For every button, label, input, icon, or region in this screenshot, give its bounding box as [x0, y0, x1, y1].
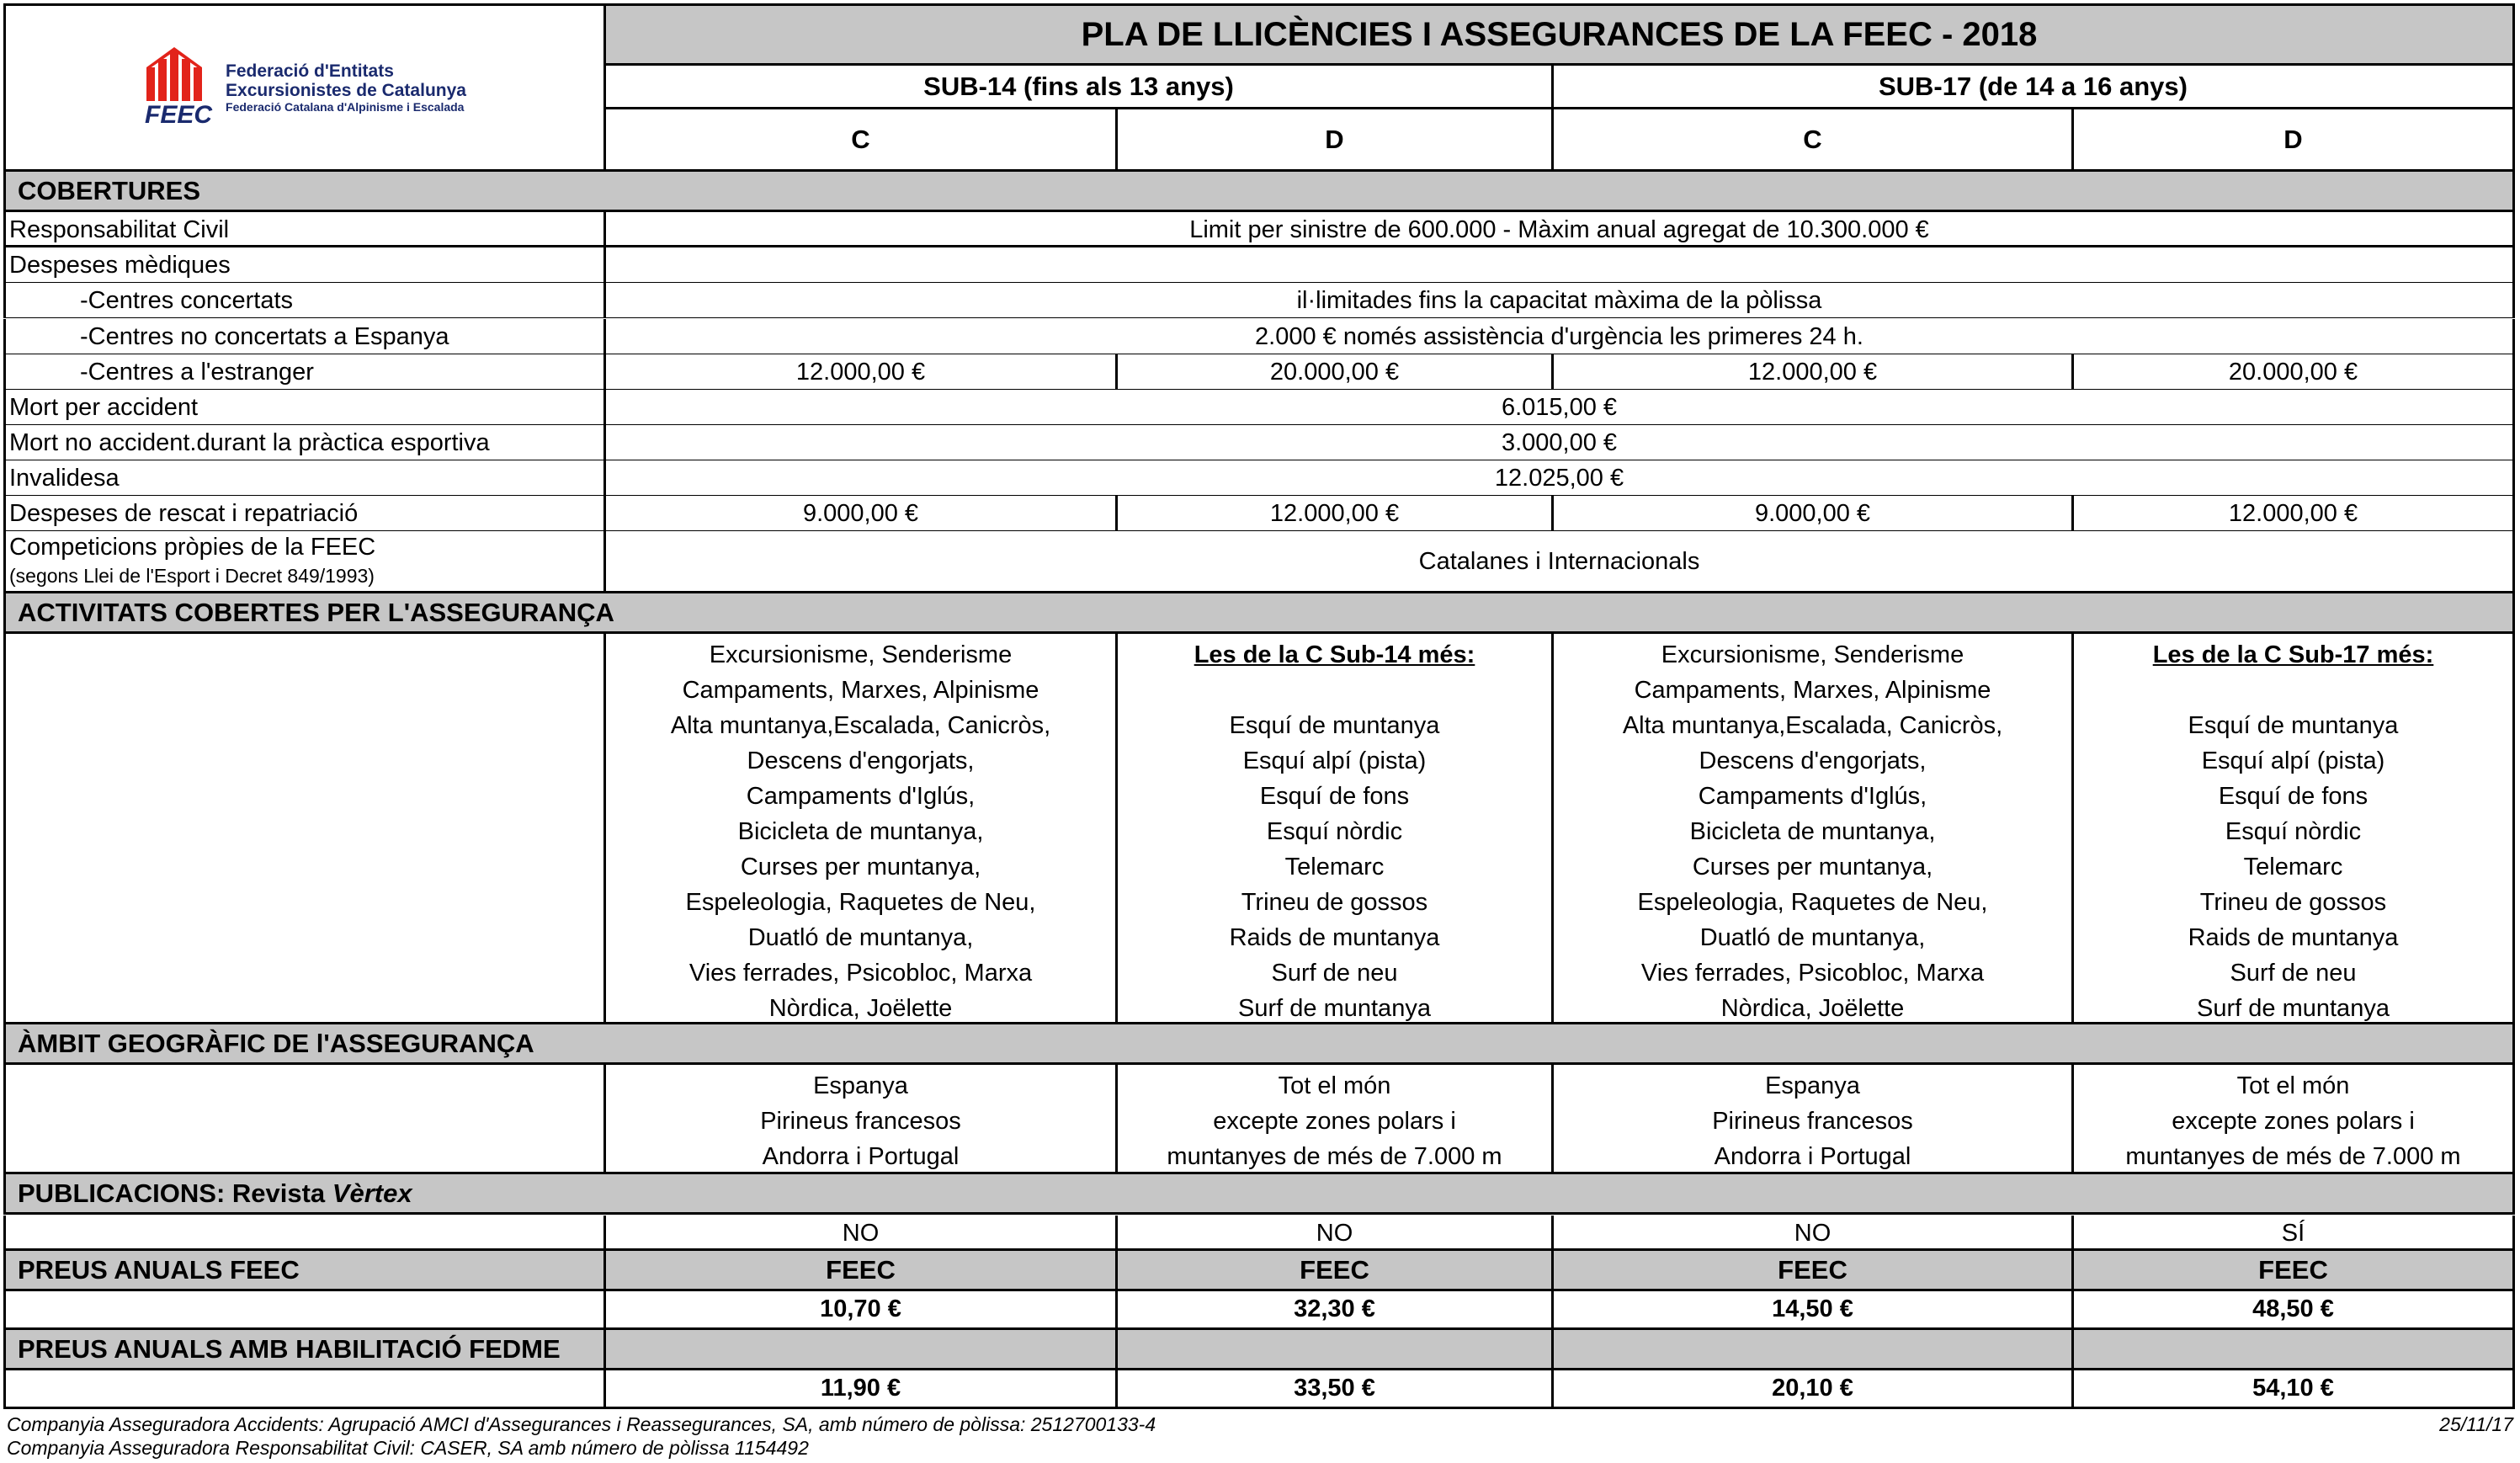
- activitat-line: Campaments d'Iglús,: [746, 783, 976, 811]
- footer-rc-note: Companyia Asseguradora Responsabilitat Civil: CASER, SA amb número de pòlissa 1154492: [7, 1437, 809, 1459]
- publicacions-label: PUBLICACIONS: Revista: [18, 1178, 332, 1209]
- section-activitats: ACTIVITATS COBERTES PER L'ASSEGURANÇA: [3, 593, 2515, 634]
- preus-col-feec: FEEC: [1118, 1251, 1554, 1291]
- row-label-mort-accident: Mort per accident: [3, 390, 606, 425]
- feec-mark: FEEC: [145, 101, 213, 130]
- ambit-label-empty: [3, 1065, 606, 1174]
- row-label-invalidesa: Invalidesa: [3, 460, 606, 496]
- insurance-table: [3, 3, 2515, 1409]
- activitats-sub17-c: [1554, 634, 2074, 1024]
- activitat-line: Esquí nòrdic: [1266, 818, 1403, 846]
- value-mort-no-accident: 3.000,00 €: [606, 425, 2515, 460]
- page-title: PLA DE LLICÈNCIES I ASSEGURANCES DE LA FEEC - 2018: [606, 3, 2515, 66]
- activitat-line: Espeleologia, Raquetes de Neu,: [1637, 889, 1988, 917]
- col-header-sub14-d: D: [1118, 109, 1554, 172]
- preus-col-feec: FEEC: [606, 1251, 1118, 1291]
- row-label-centres-estranger: -Centres a l'estranger: [3, 354, 606, 390]
- preus-fedme-header-empty: [1554, 1330, 2074, 1370]
- activitat-line: Esquí de fons: [1259, 783, 1410, 811]
- activitat-line: Telemarc: [2243, 854, 2343, 881]
- logo-line2: Excursionistes de Catalunya: [226, 80, 466, 100]
- value-centres-concertats: il·limitades fins la capacitat màxima de la pòlissa: [606, 283, 2515, 318]
- activitat-line: Campaments, Marxes, Alpinisme: [682, 677, 1039, 705]
- row-label-responsabilitat: Responsabilitat Civil: [3, 212, 606, 247]
- activitat-line: Raids de muntanya: [2188, 924, 2399, 952]
- activitat-line: Surf de muntanya: [1238, 995, 1431, 1023]
- preu-feec-sub17-c: 14,50 €: [1554, 1291, 2074, 1330]
- preus-fedme-header-empty: [2074, 1330, 2515, 1370]
- activitat-line: Duatló de muntanya,: [747, 924, 974, 952]
- activitat-line: Descens d'engorjats,: [747, 747, 975, 775]
- activitat-line: Bicicleta de muntanya,: [737, 818, 984, 846]
- ambit-line: muntanyes de més de 7.000 m: [2125, 1143, 2461, 1171]
- feec-logo-cell: [3, 3, 606, 172]
- publicacions-label-empty: [3, 1216, 606, 1251]
- value-centres-no-concertats: 2.000 € només assistència d'urgència les primeres 24 h.: [606, 319, 2515, 354]
- col-header-sub14-c: C: [606, 109, 1118, 172]
- preu-feec-sub14-c: 10,70 €: [606, 1291, 1118, 1330]
- activitat-line: Campaments, Marxes, Alpinisme: [1634, 677, 1991, 705]
- section-preus-feec: PREUS ANUALS FEEC: [3, 1251, 606, 1291]
- section-cobertures: COBERTURES: [3, 172, 2515, 212]
- col-header-sub17-d: D: [2074, 109, 2515, 172]
- competicions-label: Competicions pròpies de la FEEC: [9, 534, 376, 561]
- activitat-line: Esquí alpí (pista): [1242, 747, 1427, 775]
- activitat-line: Surf de neu: [1271, 960, 1398, 987]
- activitat-line: Curses per muntanya,: [1692, 854, 1933, 881]
- ambit-line: Tot el món: [1278, 1072, 1391, 1100]
- ambit-line: Andorra i Portugal: [762, 1143, 960, 1171]
- activitat-line: Vies ferrades, Psicobloc, Marxa: [1640, 960, 1985, 987]
- row-label-centres-concertats: -Centres concertats: [3, 283, 606, 318]
- logo-line3: Federació Catalana d'Alpinisme i Escalada: [226, 99, 465, 114]
- activitat-line: Campaments d'Iglús,: [1698, 783, 1927, 811]
- preus-fedme-header-empty: [606, 1330, 1118, 1370]
- publicacions-sub17-d: SÍ: [2074, 1216, 2515, 1251]
- value-estranger-sub14-d: 20.000,00 €: [1118, 354, 1554, 390]
- ambit-sub17-c: [1554, 1065, 2074, 1174]
- preus-col-feec: FEEC: [2074, 1251, 2515, 1291]
- activitat-line: Esquí de muntanya: [2188, 712, 2399, 740]
- section-ambit: ÀMBIT GEOGRÀFIC DE l'ASSEGURANÇA: [3, 1024, 2515, 1065]
- activitats-d-header: Les de la C Sub-14 més:: [1194, 641, 1475, 669]
- ambit-line: Espanya: [813, 1072, 908, 1100]
- activitat-line: Bicicleta de muntanya,: [1689, 818, 1936, 846]
- preus-fedme-header-empty: [1118, 1330, 1554, 1370]
- preus-fedme-label-empty: [3, 1370, 606, 1409]
- preu-fedme-sub14-c: 11,90 €: [606, 1370, 1118, 1409]
- preu-fedme-sub17-c: 20,10 €: [1554, 1370, 2074, 1409]
- preu-fedme-sub14-d: 33,50 €: [1118, 1370, 1554, 1409]
- value-estranger-sub14-c: 12.000,00 €: [606, 354, 1118, 390]
- activitat-line: Espeleologia, Raquetes de Neu,: [685, 889, 1036, 917]
- competicions-sublabel: (segons Llei de l'Esport i Decret 849/1993): [9, 565, 375, 588]
- publicacions-sub14-c: NO: [606, 1216, 1118, 1251]
- activitats-sub14-c: [606, 634, 1118, 1024]
- activitat-line: Esquí alpí (pista): [2201, 747, 2385, 775]
- value-mort-accident: 6.015,00 €: [606, 390, 2515, 425]
- row-label-rescat: Despeses de rescat i repatriació: [3, 496, 606, 531]
- row-label-competicions: [3, 531, 606, 593]
- ambit-line: Andorra i Portugal: [1714, 1143, 1911, 1171]
- activitat-line: Surf de muntanya: [2197, 995, 2390, 1023]
- value-estranger-sub17-d: 20.000,00 €: [2074, 354, 2515, 390]
- activitat-line: Duatló de muntanya,: [1699, 924, 1926, 952]
- activitat-line: Vies ferrades, Psicobloc, Marxa: [688, 960, 1033, 987]
- section-publicacions: [3, 1174, 2515, 1215]
- activitat-line: Trineu de gossos: [2199, 889, 2387, 917]
- activitat-line: Alta muntanya,Escalada, Canicròs,: [1622, 712, 2003, 740]
- group-header-sub14: SUB-14 (fins als 13 anys): [606, 66, 1554, 109]
- preu-feec-sub14-d: 32,30 €: [1118, 1291, 1554, 1330]
- activitats-sub14-d: [1118, 634, 1554, 1024]
- ambit-line: muntanyes de més de 7.000 m: [1167, 1143, 1502, 1171]
- activitat-line: Nòrdica, Joëlette: [1720, 995, 1905, 1023]
- value-rescat-sub17-d: 12.000,00 €: [2074, 496, 2515, 531]
- activitats-sub17-d: [2074, 634, 2515, 1024]
- ambit-sub17-d: [2074, 1065, 2515, 1174]
- activitat-line: Esquí de muntanya: [1229, 712, 1440, 740]
- ambit-line: excepte zones polars i: [2172, 1108, 2415, 1136]
- footer-date: 25/11/17: [2439, 1413, 2513, 1435]
- activitat-line: Descens d'engorjats,: [1699, 747, 1927, 775]
- publicacions-magazine: Vèrtex: [332, 1178, 412, 1209]
- activitat-line: Excursionisme, Senderisme: [709, 641, 1013, 669]
- footer: [7, 1412, 2513, 1460]
- publicacions-sub14-d: NO: [1118, 1216, 1554, 1251]
- value-rescat-sub14-d: 12.000,00 €: [1118, 496, 1554, 531]
- preus-label-empty: [3, 1291, 606, 1330]
- activitat-line: Surf de neu: [2230, 960, 2357, 987]
- activitat-line: Alta muntanya,Escalada, Canicròs,: [670, 712, 1051, 740]
- activitat-line: Esquí nòrdic: [2225, 818, 2362, 846]
- row-label-centres-no-concertats: -Centres no concertats a Espanya: [3, 319, 606, 354]
- ambit-line: Tot el món: [2236, 1072, 2350, 1100]
- activitats-label-empty: [3, 634, 606, 1024]
- activitat-line: Excursionisme, Senderisme: [1661, 641, 1964, 669]
- activitat-line: Nòrdica, Joëlette: [768, 995, 953, 1023]
- preu-feec-sub17-d: 48,50 €: [2074, 1291, 2515, 1330]
- value-rescat-sub14-c: 9.000,00 €: [606, 496, 1118, 531]
- activitat-line: Telemarc: [1284, 854, 1385, 881]
- activitat-spacer: [2074, 673, 2512, 708]
- col-header-sub17-c: C: [1554, 109, 2074, 172]
- feec-logo: [143, 47, 466, 128]
- value-despeses-empty: [606, 247, 2515, 283]
- feec-mountain-icon: [143, 47, 214, 103]
- value-invalidesa: 12.025,00 €: [606, 460, 2515, 496]
- value-competicions: Catalanes i Internacionals: [606, 531, 2515, 593]
- section-preus-fedme: PREUS ANUALS AMB HABILITACIÓ FEDME: [3, 1330, 606, 1370]
- activitat-line: Esquí de fons: [2218, 783, 2368, 811]
- logo-line1: Federació d'Entitats: [226, 61, 394, 81]
- row-label-mort-no-accident: Mort no accident.durant la pràctica esportiva: [3, 425, 606, 460]
- ambit-line: Pirineus francesos: [1712, 1108, 1913, 1136]
- value-rescat-sub17-c: 9.000,00 €: [1554, 496, 2074, 531]
- ambit-line: Espanya: [1765, 1072, 1860, 1100]
- activitat-line: Curses per muntanya,: [740, 854, 981, 881]
- value-responsabilitat: Limit per sinistre de 600.000 - Màxim anual agregat de 10.300.000 €: [606, 212, 2515, 247]
- row-label-despeses: Despeses mèdiques: [3, 247, 606, 283]
- ambit-sub14-c: [606, 1065, 1118, 1174]
- activitat-spacer: [1118, 673, 1551, 708]
- activitats-d-header: Les de la C Sub-17 més:: [2152, 641, 2434, 669]
- value-estranger-sub17-c: 12.000,00 €: [1554, 354, 2074, 390]
- footer-accidents-note: Companyia Asseguradora Accidents: Agrupació AMCI d'Assegurances i Reassegurances, SA, amb número de pòlissa: 2512700133-4: [7, 1413, 1156, 1435]
- ambit-line: excepte zones polars i: [1213, 1108, 1456, 1136]
- ambit-sub14-d: [1118, 1065, 1554, 1174]
- activitat-line: Trineu de gossos: [1241, 889, 1428, 917]
- activitat-line: Raids de muntanya: [1229, 924, 1440, 952]
- publicacions-sub17-c: NO: [1554, 1216, 2074, 1251]
- ambit-line: Pirineus francesos: [760, 1108, 961, 1136]
- preus-col-feec: FEEC: [1554, 1251, 2074, 1291]
- preu-fedme-sub17-d: 54,10 €: [2074, 1370, 2515, 1409]
- group-header-sub17: SUB-17 (de 14 a 16 anys): [1554, 66, 2515, 109]
